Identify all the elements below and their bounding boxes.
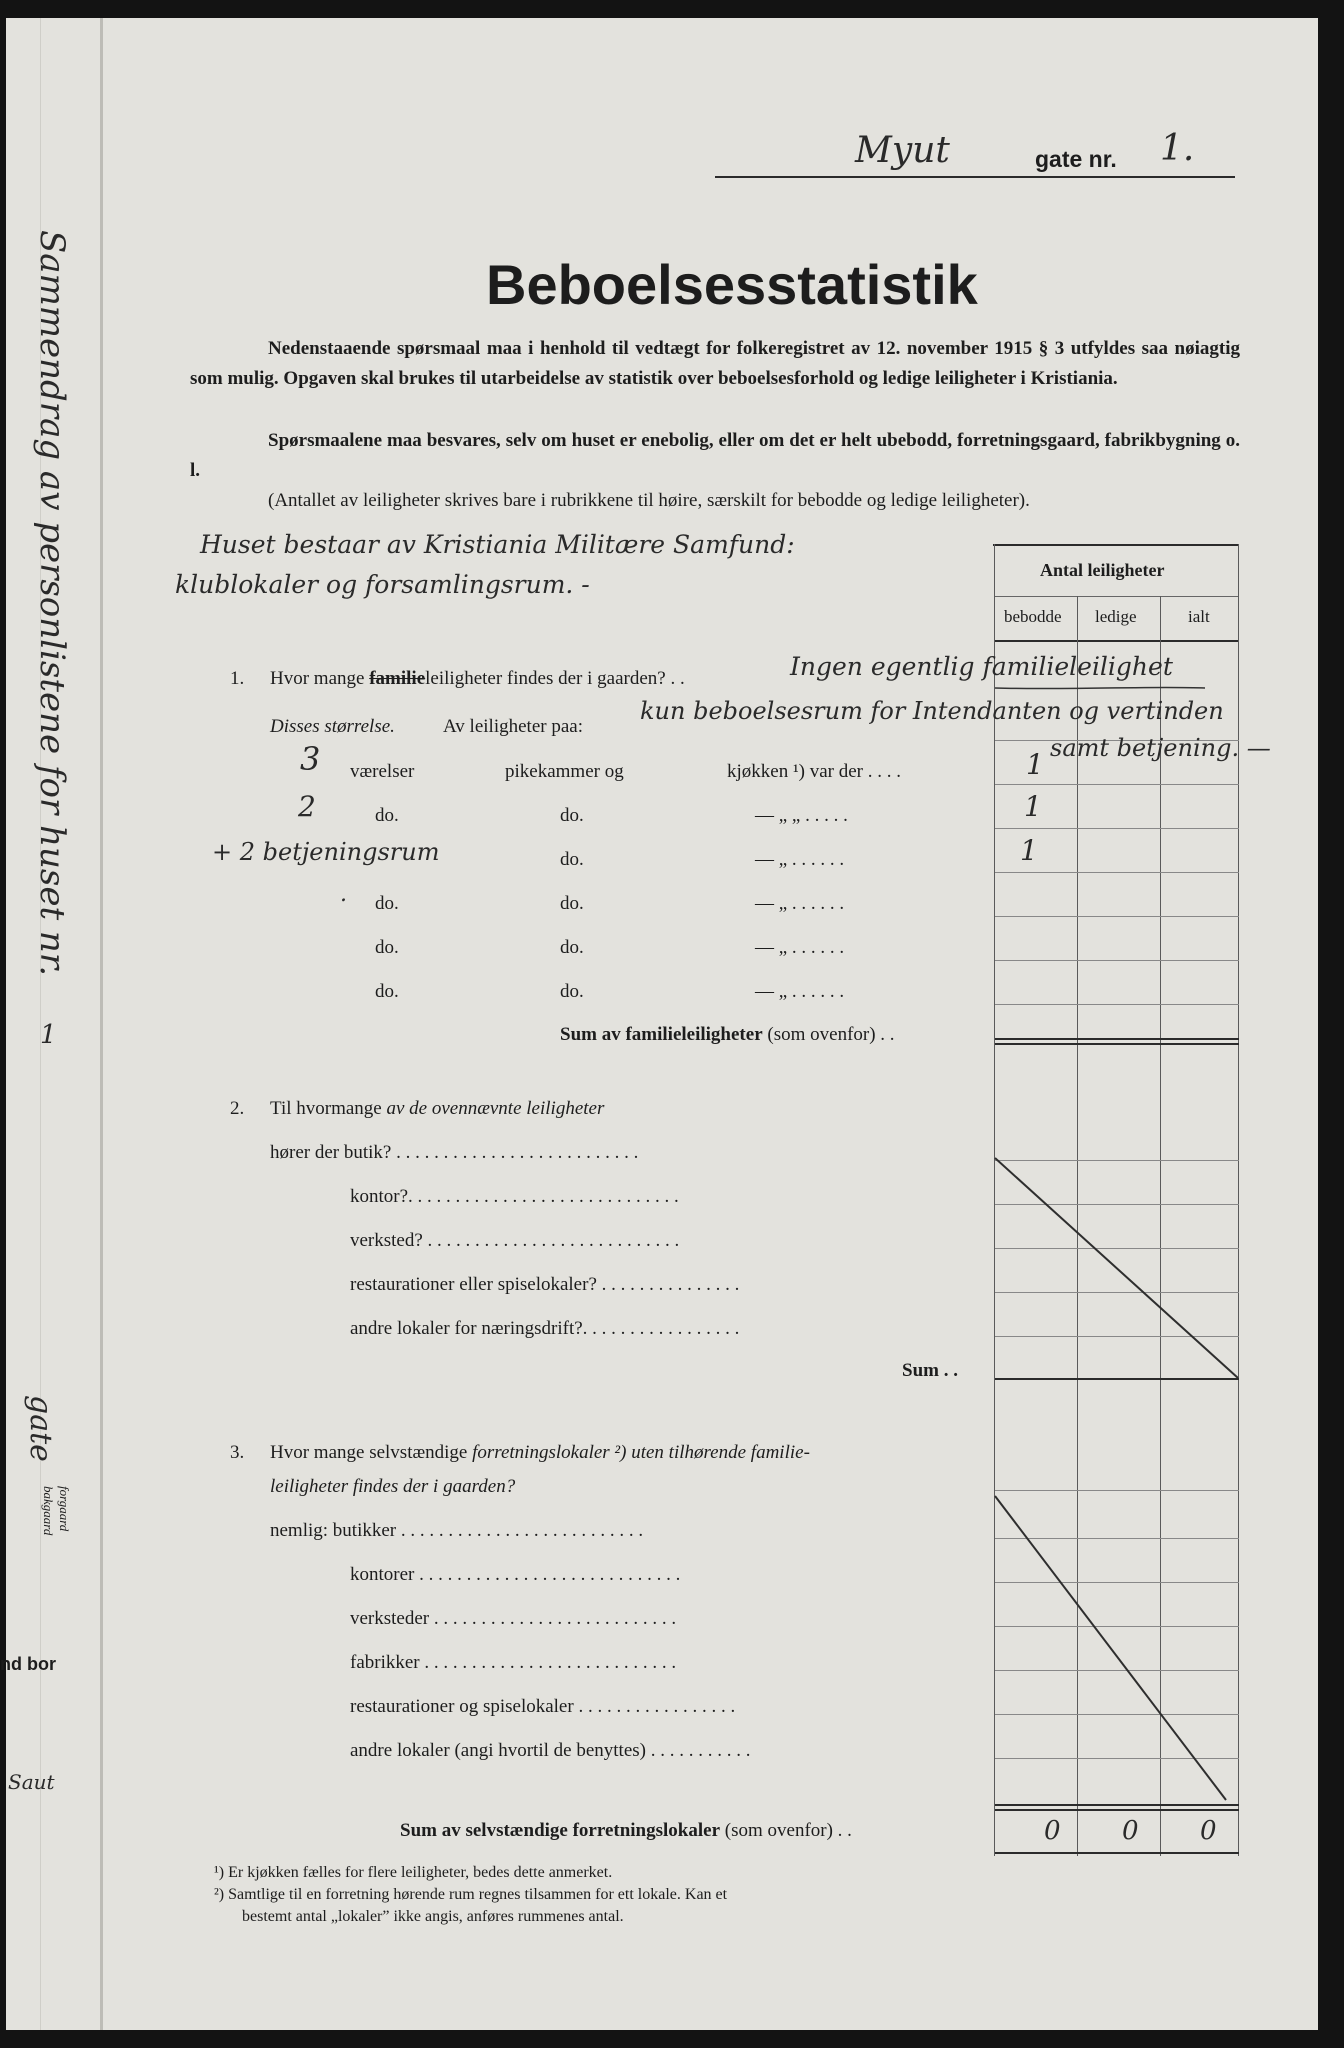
handwritten-note-line2: klublokaler og forsamlingsrum. -	[175, 570, 590, 599]
table-top-line	[993, 544, 1239, 546]
margin-side-ndbor: nd bor	[0, 1654, 56, 1674]
q2-row-line-5	[995, 1336, 1239, 1337]
table-col-ialt: ialt	[1188, 607, 1210, 626]
q1-row1-maid: pikekammer og	[505, 761, 624, 782]
table-header-title: Antal leiligheter	[1040, 560, 1165, 580]
q1-row2-bebodde: 1	[1024, 790, 1042, 823]
q3-total-ledige: 0	[1122, 1816, 1139, 1846]
q1-sum-line-bottom	[995, 1043, 1239, 1045]
q2-item-verksted: verksted? . . . . . . . . . . . . . . . . . . . . . . . . . . .	[350, 1230, 680, 1251]
q1-row1-bebodde: 1	[1026, 748, 1044, 781]
margin-side-bakgaard: bakgaard	[41, 1486, 56, 1536]
q1-text	[270, 668, 685, 690]
q1-dots: . .	[670, 668, 685, 689]
footnote-3: bestemt antal „lokaler” ikke angis, anføres rummenes antal.	[242, 1908, 624, 1925]
q1-row3-maid: do.	[560, 849, 584, 870]
q1-row4-hand-rooms: .	[340, 882, 347, 907]
q1-row6-kitchen: — „ . . . . . .	[755, 981, 845, 1002]
q2-text	[270, 1098, 604, 1120]
q1-row5-kitchen: — „ . . . . . .	[755, 937, 845, 958]
q3-total-ialt: 0	[1200, 1816, 1217, 1846]
q1-row2-kitchen: — „ „ . . . . .	[755, 805, 848, 826]
q3-text-italic-2: leiligheter findes der i gaarden?	[270, 1476, 516, 1497]
q3-bottom-line	[995, 1852, 1239, 1854]
q1-sum-rest: (som ovenfor) . .	[767, 1024, 895, 1045]
q2-item-butik: hører der butik? . . . . . . . . . . . . . . . . . . . . . . . . . .	[270, 1142, 639, 1163]
q2-row-line-4	[995, 1292, 1239, 1293]
q1-hand-answer-3: samt betjening. —	[1050, 734, 1271, 762]
q1-row3-hand-rooms: + 2 betjeningsrum	[212, 838, 440, 866]
q3-sum-line-bottom	[995, 1809, 1239, 1811]
q3-row-line-1	[995, 1490, 1239, 1491]
q1-sum-label	[560, 1024, 895, 1046]
q2-sum-line	[995, 1378, 1239, 1380]
q1-row-line-7	[995, 1004, 1239, 1005]
q3-text-italic: forretningslokaler ²) uten tilhørende familie-	[472, 1442, 810, 1463]
q1-row2-rooms: do.	[375, 805, 399, 826]
table-vline-2	[1160, 596, 1161, 1856]
q1-text-struck: familie	[369, 668, 426, 689]
q1-row1-hand-rooms: 3	[300, 740, 321, 778]
q1-number: 1.	[230, 668, 245, 689]
q1-sum-line-top	[995, 1038, 1239, 1040]
table-vline-1	[1077, 596, 1078, 1856]
q2-row-line-3	[995, 1248, 1239, 1249]
table-col-ledige: ledige	[1095, 607, 1137, 626]
q1-text-post: leiligheter findes der i gaarden?	[425, 668, 666, 689]
q3-item-verksteder: verksteder . . . . . . . . . . . . . . . . . . . . . . . . . .	[350, 1608, 677, 1629]
table-col-bebodde: bebodde	[1004, 607, 1062, 626]
q1-row5-maid: do.	[560, 937, 584, 958]
table-header-divider	[995, 596, 1239, 597]
q3-number: 3.	[230, 1442, 245, 1463]
q1-hand-answer-1: Ingen egentlig familieleilighet	[790, 652, 1173, 681]
q1-row-line-2	[995, 784, 1239, 785]
table-header-bottom	[995, 640, 1239, 642]
q1-row4-kitchen: — „ . . . . . .	[755, 893, 845, 914]
q3-text	[270, 1442, 810, 1464]
q1-row-line-4	[995, 872, 1239, 873]
q3-row-line-7	[995, 1758, 1239, 1759]
q1-sizes-text: Av leiligheter paa:	[443, 716, 583, 737]
q3-sum-bold: Sum av selvstændige forretningslokaler	[400, 1820, 721, 1841]
margin-side-title: Sammendrag av personlistene for huset nr.	[32, 230, 72, 977]
gate-nr-label: gate nr.	[1035, 146, 1117, 172]
q1-row2-maid: do.	[560, 805, 584, 826]
q1-row-line-6	[995, 960, 1239, 961]
q2-item-restaurationer: restaurationer eller spiselokaler? . . . . . . . . . . . . . . .	[350, 1274, 740, 1295]
q2-row-line-1	[995, 1160, 1239, 1161]
footnote-2: ²) Samtlige til en forretning hørende rum regnes tilsammen for ett lokale. Kan et	[214, 1886, 728, 1903]
q3-item-andre: andre lokaler (angi hvortil de benyttes) . . . . . . . . . . .	[350, 1740, 751, 1761]
q3-row-line-6	[995, 1714, 1239, 1715]
q1-row6-rooms: do.	[375, 981, 399, 1002]
q3-item-fabrikker: fabrikker . . . . . . . . . . . . . . . . . . . . . . . . . . .	[350, 1652, 677, 1673]
q3-item-kontorer: kontorer . . . . . . . . . . . . . . . . . . . . . . . . . . . .	[350, 1564, 681, 1585]
q2-text-main: Til hvormange	[270, 1098, 382, 1119]
margin-side-gate: gate	[23, 1395, 58, 1462]
q1-text-pre: Hvor mange	[270, 668, 365, 689]
q1-row5-rooms: do.	[375, 937, 399, 958]
q1-row-line-3	[995, 828, 1239, 829]
q1-row2-hand-rooms: 2	[298, 790, 316, 823]
gate-nr-value: 1.	[1160, 128, 1195, 169]
q1-row1-rooms: værelser	[350, 761, 415, 782]
page-title: Beboelsesstatistik	[486, 253, 978, 316]
q3-item-butikker: nemlig: butikker . . . . . . . . . . . . . . . . . . . . . . . . . .	[270, 1520, 644, 1541]
q1-row4-rooms: do.	[375, 893, 399, 914]
q3-total-bebodde: 0	[1044, 1816, 1061, 1846]
q1-hand-answer-2: kun beboelsesrum for Intendanten og vertinden	[640, 697, 1224, 725]
intro-paragraph-2: Spørsmaalene maa besvares, selv om huset er enebolig, eller om det er helt ubebodd, forretningsgaard, fabrikbygning o. l.	[190, 430, 1240, 481]
q2-sum-label: Sum . .	[902, 1360, 958, 1381]
street-underline	[715, 176, 1235, 178]
intro-paragraph-1: Nedenstaaende spørsmaal maa i henhold til vedtægt for folkeregistret av 12. november 1915 § 3 utfyldes saa nøiagtig som mulig. Opgaven skal brukes til utarbeidelse av statistik over beboelsesforhold og ledige leiligheter i Kristiania.	[190, 338, 1240, 389]
q2-item-kontor: kontor?. . . . . . . . . . . . . . . . . . . . . . . . . . . . .	[350, 1186, 679, 1207]
q1-row4-maid: do.	[560, 893, 584, 914]
q3-row-line-5	[995, 1670, 1239, 1671]
q1-sum-bold: Sum av familieleiligheter	[560, 1024, 763, 1045]
q1-row-line-5	[995, 916, 1239, 917]
q1-row6-maid: do.	[560, 981, 584, 1002]
q1-sizes-label: Disses størrelse.	[270, 716, 395, 737]
q1-row3-kitchen: — „ . . . . . .	[755, 849, 845, 870]
q2-text-italic: av de ovennævnte leiligheter	[386, 1098, 605, 1119]
q3-text-main: Hvor mange selvstændige	[270, 1442, 468, 1463]
q3-row-line-4	[995, 1626, 1239, 1627]
intro-paragraph-3: (Antallet av leiligheter skrives bare i rubrikkene til høire, særskilt for bebodde og ledige leiligheter).	[268, 490, 1030, 511]
q3-sum-line-top	[995, 1804, 1239, 1806]
margin-side-forgaard: forgaard	[57, 1486, 72, 1532]
street-name: Myut	[855, 130, 950, 171]
handwritten-note-line1: Huset bestaar av Kristiania Militære Samfund:	[200, 530, 795, 559]
margin-side-number: 1	[40, 1020, 57, 1050]
q1-row3-bebodde: 1	[1020, 834, 1038, 867]
q2-item-andre: andre lokaler for næringsdrift?. . . . . . . . . . . . . . . . .	[350, 1318, 740, 1339]
margin-side-sign: Saut	[8, 1770, 55, 1794]
q3-row-line-3	[995, 1582, 1239, 1583]
q1-row1-kitchen: kjøkken ¹) var der . . . .	[727, 761, 902, 782]
q3-sum-rest: (som ovenfor) . .	[724, 1820, 852, 1841]
q3-item-restaurationer: restaurationer og spiselokaler . . . . . . . . . . . . . . . . .	[350, 1696, 736, 1717]
paper-fold	[100, 18, 103, 2030]
q2-number: 2.	[230, 1098, 245, 1119]
footnote-1: ¹) Er kjøkken fælles for flere leiligheter, bedes dette anmerket.	[214, 1864, 613, 1881]
q3-sum-label	[400, 1820, 852, 1842]
q2-row-line-2	[995, 1204, 1239, 1205]
q3-row-line-2	[995, 1538, 1239, 1539]
